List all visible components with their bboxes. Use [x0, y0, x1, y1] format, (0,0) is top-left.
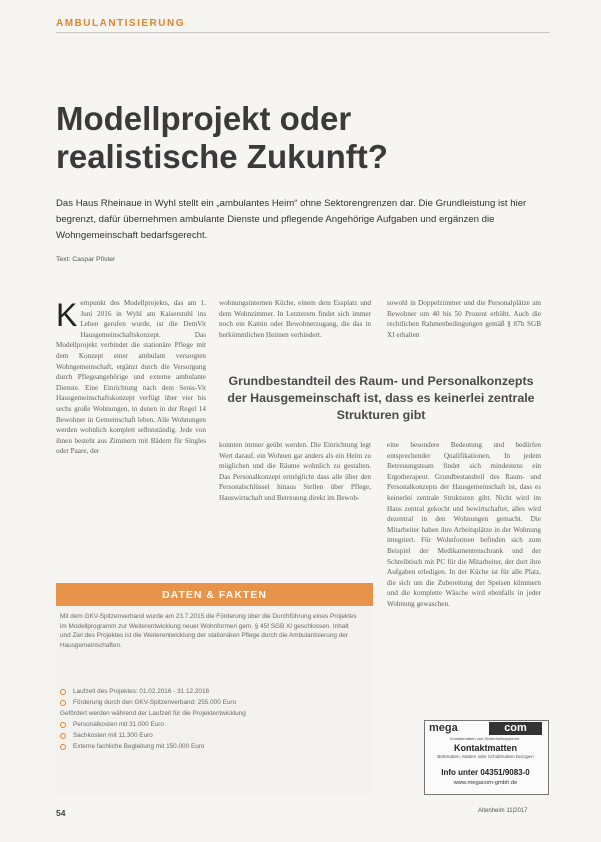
ad-subtitle: Bettmatten, Matten oder Schaltmatten bezogen	[437, 754, 534, 759]
magazine-issue: Altenheim 11|2017	[478, 808, 528, 814]
byline: Text: Caspar Pfister	[56, 256, 116, 263]
facts-box-list	[60, 686, 360, 752]
facts-item: Sachkosten mit 11.300 Euro	[60, 730, 360, 741]
title-line-2: realistische Zukunft?	[56, 138, 388, 175]
body-column-1-text: ernpunkt des Modellprojekts, das am 1. Juni 2016 in Wyhl am Kaiserstuhl ins Leben gerufen wurde, ist die DemVit Hausgemeinschaftskonzept. Das Modellprojekt verbindet die stationäre Pflege mit dem Konzept einer ambulant versorgten Wohngemeinschaft, ergänzt durch die Versorgung durch Pflegeangehörige und externe ambulante Dienste. Eine Einrichtung nach dem Senis-Vit Hausgemeinschaftskonzept verfügt über vier bis sechs große Wohnungen, in denen in der Regel 14 Bewohner in Gemeinschaft leben. Alle Wohnungen werden wohnlich komplett selbstständig. Jede von ihnen besteht aus Zimmern mit Bädern für Singles oder Paare, der	[56, 299, 206, 456]
facts-item: Personalkosten mit 31.000 Euro	[60, 719, 360, 730]
bullet-icon	[60, 744, 66, 750]
body-column-3: sowohl in Doppelzimmer und die Personalplätze am Bewohner um 40 bis 50 Prozent erhöht. Auch die rechtlichen Rahmenbedingungen gemäß § 87b SGB XI erhalten	[387, 299, 541, 339]
bullet-icon	[60, 689, 66, 695]
page-number: 54	[56, 808, 66, 818]
ad-title: Kontaktmatten	[453, 743, 517, 753]
facts-item: Laufzeit des Projektes: 01.02.2016 - 31.12.2018	[60, 686, 360, 697]
title-line-1: Modellprojekt oder	[56, 100, 352, 137]
ad-url-link[interactable]: www.megacom-gmbh.de	[453, 780, 518, 786]
facts-box-heading: DATEN & FAKTEN	[56, 583, 373, 606]
facts-box-intro: Mit dem GKV-Spitzenverband wurde am 23.7.2015 die Förderung über die Durchführung eines Projektes im Modellprogramm zur Weiterentwicklung neuer Wohnformen gem. § 45f SGB XI geschlossen. Inhalt und Ziel des Projektes ist die Weiterentwicklung der stationären Pflege durch die Ambulantsierung der Hausgemeinschaften.	[60, 613, 357, 649]
bullet-icon	[60, 733, 66, 739]
facts-subhead: Gefördert werden während der Laufzeit für die Projektentwicklung	[60, 710, 246, 717]
facts-item: Förderung durch den GKV-Spitzenverband: 255.000 Euro	[60, 697, 360, 708]
body-column-3-lower: eine besondere Bedeutung und bedürfen entsprechender Qualifikationen. In jedem Betreuungsteam findet sich mindestens ein Ergotherapeut. Grundbestandteil des Raum- und Personalkonzepts der Hausgemeinschaft ist, dass es keinerlei zentrale Strukturen gibt. Nicht wird im Haus zentral gekocht und bewirtschaftet, alles wird dezentral in den Wohnungen gemacht. Die Mitarbeiter haben ihre Arbeitsplätze in der Wohnung integriert. Für Wohnformen befinden sich zum Beispiel der Medikamentenschrank und der Schreibtisch mit PC für die Mitarbeiter, der dort ihre Aufgaben erledigen. In der Küche ist für alle Platz, die sich um die Zubereitung der Speisen kümmern und die komplette Wäsche wird ebenfalls in jeder Wohnung gewaschen.	[387, 441, 541, 608]
ad-phone: Info unter 04351/9083-0	[441, 768, 530, 777]
pull-quote: Grundbestandteil des Raum- und Personalkonzepts der Hausgemeinschaft ist, dass es keinerlei zentrale Strukturen gibt	[227, 374, 535, 422]
facts-item: Externe fachliche Begleitung mit 150.000 Euro	[60, 741, 360, 752]
bullet-icon	[60, 722, 66, 728]
bullet-icon	[60, 700, 66, 706]
ad-logo: mega com	[427, 722, 542, 735]
body-column-2: wohnungsinternen Küche, einem dem Essplatz und dem Wohnzimmer. In Letzterem findet sich immer noch ein Kamin oder Bewohnerzugang, die das in herkömmlichen Heimen verhindert.	[219, 299, 371, 339]
body-column-1	[56, 298, 206, 457]
drop-cap: K	[56, 297, 78, 333]
body-column-2-lower: konnten immer geübt werden. Die Einrichtung legt Wert darauf, ein Wohnen gar anders als ein Heim zu möglichen und die Räume wohnlich zu gestalten. Das Personalkonzept ermöglicht dass alle über den Personalschlüssel hinaus Stellen über Pflege, Hauswirtschaft und Betreuung direkt im Bewoh-	[219, 441, 371, 502]
article-title	[56, 100, 506, 176]
article-lead: Das Haus Rheinaue in Wyhl stellt ein „ambulantes Heim“ ohne Sektorengrenzen dar. Die Grundleistung ist hier begrenzt, dafür übernehmen ambulante Dienste und pflegende Angehörige Aufgaben und ergänzen die Wohngemeinschaft bedarfsgerecht.	[56, 198, 527, 241]
ad-tagline: Kontaktmatten und Sicherheitssysteme	[449, 736, 520, 741]
header-rule	[56, 32, 550, 33]
section-label: AMBULANTISIERUNG	[56, 18, 185, 29]
